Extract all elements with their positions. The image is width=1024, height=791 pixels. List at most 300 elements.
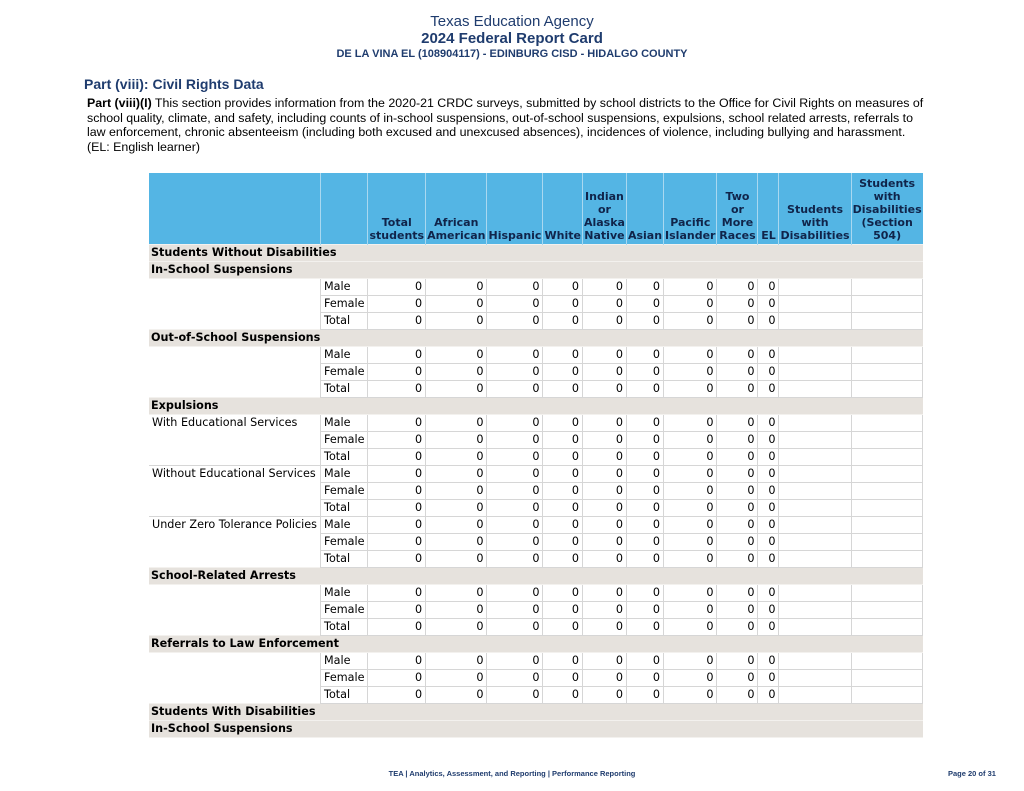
data-cell: 0 xyxy=(717,517,758,534)
column-header xyxy=(758,173,779,245)
column-header-line: Native xyxy=(584,229,625,242)
data-cell: 0 xyxy=(368,500,426,517)
data-cell: 0 xyxy=(758,534,779,551)
data-cell: 0 xyxy=(582,279,626,296)
data-cell: 0 xyxy=(758,364,779,381)
data-cell xyxy=(851,517,923,534)
data-cell: 0 xyxy=(626,602,663,619)
data-cell: 0 xyxy=(543,279,582,296)
data-cell: 0 xyxy=(664,517,717,534)
data-cell: 0 xyxy=(758,670,779,687)
row-sex-label: Male xyxy=(321,415,368,432)
data-cell: 0 xyxy=(426,381,487,398)
table-row xyxy=(149,381,923,398)
section-label: Students With Disabilities xyxy=(149,704,923,721)
section-title: Part (viii): Civil Rights Data xyxy=(84,76,264,92)
data-cell: 0 xyxy=(543,517,582,534)
data-cell: 0 xyxy=(368,279,426,296)
row-sex-label: Total xyxy=(321,449,368,466)
column-header-line: with xyxy=(873,190,901,203)
data-cell: 0 xyxy=(426,449,487,466)
data-cell: 0 xyxy=(487,551,543,568)
data-cell: 0 xyxy=(368,585,426,602)
data-cell: 0 xyxy=(664,619,717,636)
row-sex-label: Total xyxy=(321,619,368,636)
data-cell: 0 xyxy=(626,279,663,296)
data-cell: 0 xyxy=(426,687,487,704)
data-cell: 0 xyxy=(758,483,779,500)
data-cell: 0 xyxy=(426,517,487,534)
table-row xyxy=(149,449,923,466)
data-cell: 0 xyxy=(368,687,426,704)
row-group-label xyxy=(149,534,321,551)
data-cell: 0 xyxy=(487,653,543,670)
row-sex-label: Female xyxy=(321,534,368,551)
data-cell: 0 xyxy=(758,687,779,704)
table-row xyxy=(149,483,923,500)
data-cell xyxy=(851,347,923,364)
section-label: In-School Suspensions xyxy=(149,262,923,279)
column-header-line: Disabilities xyxy=(852,203,922,216)
data-cell: 0 xyxy=(368,296,426,313)
table-row xyxy=(149,296,923,313)
data-cell xyxy=(779,279,851,296)
column-header-line: or xyxy=(597,203,611,216)
data-cell: 0 xyxy=(626,364,663,381)
table-body xyxy=(149,245,923,738)
row-group-label: Under Zero Tolerance Policies xyxy=(149,517,321,534)
row-group-label xyxy=(149,602,321,619)
data-cell: 0 xyxy=(626,653,663,670)
data-cell xyxy=(851,381,923,398)
data-cell: 0 xyxy=(717,449,758,466)
data-cell: 0 xyxy=(717,670,758,687)
table-row xyxy=(149,687,923,704)
data-cell: 0 xyxy=(758,602,779,619)
data-cell: 0 xyxy=(664,602,717,619)
row-group-label xyxy=(149,279,321,296)
data-cell: 0 xyxy=(543,585,582,602)
header-label-col xyxy=(149,173,321,245)
row-group-label xyxy=(149,619,321,636)
data-cell xyxy=(851,670,923,687)
row-group-label xyxy=(149,670,321,687)
data-cell: 0 xyxy=(758,279,779,296)
data-cell xyxy=(779,619,851,636)
row-group-label: Without Educational Services xyxy=(149,466,321,483)
row-sex-label: Total xyxy=(321,381,368,398)
data-cell: 0 xyxy=(664,483,717,500)
data-cell: 0 xyxy=(487,381,543,398)
data-cell xyxy=(779,364,851,381)
data-cell: 0 xyxy=(426,619,487,636)
row-group-label xyxy=(149,347,321,364)
data-cell: 0 xyxy=(582,619,626,636)
row-group-label xyxy=(149,432,321,449)
table-row xyxy=(149,602,923,619)
intro-label: Part (viii)(I) xyxy=(87,96,152,110)
column-header xyxy=(582,173,626,245)
data-cell: 0 xyxy=(368,602,426,619)
data-cell xyxy=(851,449,923,466)
column-header xyxy=(626,173,663,245)
data-cell: 0 xyxy=(543,483,582,500)
data-cell xyxy=(779,585,851,602)
data-cell: 0 xyxy=(626,619,663,636)
column-header-line: Asian xyxy=(627,229,663,242)
row-sex-label: Male xyxy=(321,653,368,670)
data-cell: 0 xyxy=(487,415,543,432)
data-cell xyxy=(851,585,923,602)
data-cell: 0 xyxy=(582,381,626,398)
data-cell: 0 xyxy=(426,551,487,568)
data-cell: 0 xyxy=(543,415,582,432)
row-sex-label: Female xyxy=(321,602,368,619)
column-header xyxy=(664,173,717,245)
data-cell xyxy=(779,483,851,500)
table-row xyxy=(149,551,923,568)
data-cell xyxy=(851,313,923,330)
data-cell: 0 xyxy=(487,500,543,517)
data-cell xyxy=(779,534,851,551)
data-cell: 0 xyxy=(543,534,582,551)
column-header xyxy=(717,173,758,245)
data-cell xyxy=(851,602,923,619)
data-cell: 0 xyxy=(582,466,626,483)
data-cell: 0 xyxy=(426,500,487,517)
data-cell: 0 xyxy=(582,585,626,602)
agency-title: Texas Education Agency xyxy=(430,13,594,30)
table-row xyxy=(149,619,923,636)
data-cell: 0 xyxy=(368,313,426,330)
data-cell: 0 xyxy=(543,347,582,364)
data-cell: 0 xyxy=(717,483,758,500)
data-cell: 0 xyxy=(426,364,487,381)
table-row xyxy=(149,347,923,364)
data-cell: 0 xyxy=(368,347,426,364)
section-label: Students Without Disabilities xyxy=(149,245,923,262)
data-cell: 0 xyxy=(368,466,426,483)
data-cell: 0 xyxy=(626,687,663,704)
data-cell: 0 xyxy=(368,483,426,500)
data-cell: 0 xyxy=(758,432,779,449)
data-cell: 0 xyxy=(543,653,582,670)
data-cell: 0 xyxy=(626,534,663,551)
column-header-line: (Section xyxy=(861,216,913,229)
row-sex-label: Male xyxy=(321,466,368,483)
row-sex-label: Male xyxy=(321,517,368,534)
data-cell xyxy=(779,415,851,432)
data-cell: 0 xyxy=(626,449,663,466)
data-cell: 0 xyxy=(664,313,717,330)
table-row xyxy=(149,432,923,449)
data-cell: 0 xyxy=(426,602,487,619)
column-header-line: Islander xyxy=(665,229,716,242)
data-cell: 0 xyxy=(368,619,426,636)
data-cell: 0 xyxy=(543,296,582,313)
data-cell: 0 xyxy=(717,466,758,483)
data-cell: 0 xyxy=(758,449,779,466)
section-label: School-Related Arrests xyxy=(149,568,923,585)
table-row xyxy=(149,585,923,602)
data-cell xyxy=(779,313,851,330)
data-cell: 0 xyxy=(426,653,487,670)
table-row xyxy=(149,279,923,296)
data-cell: 0 xyxy=(664,466,717,483)
data-cell xyxy=(851,534,923,551)
table-row xyxy=(149,534,923,551)
column-header-line: students xyxy=(369,229,425,242)
data-cell: 0 xyxy=(664,653,717,670)
section-label: Referrals to Law Enforcement xyxy=(149,636,923,653)
row-sex-label: Female xyxy=(321,483,368,500)
data-cell: 0 xyxy=(664,296,717,313)
data-cell: 0 xyxy=(487,687,543,704)
column-header xyxy=(543,173,582,245)
data-cell: 0 xyxy=(758,381,779,398)
data-cell: 0 xyxy=(582,670,626,687)
data-cell: 0 xyxy=(626,585,663,602)
data-cell: 0 xyxy=(717,534,758,551)
row-sex-label: Total xyxy=(321,687,368,704)
data-cell: 0 xyxy=(368,551,426,568)
column-header-line: Races xyxy=(719,229,756,242)
data-cell: 0 xyxy=(582,602,626,619)
data-cell: 0 xyxy=(626,347,663,364)
data-cell: 0 xyxy=(758,296,779,313)
section-row xyxy=(149,704,923,721)
data-cell: 0 xyxy=(426,585,487,602)
data-cell xyxy=(779,449,851,466)
row-group-label xyxy=(149,500,321,517)
data-cell: 0 xyxy=(626,466,663,483)
civil-rights-table xyxy=(149,173,923,738)
data-cell: 0 xyxy=(426,347,487,364)
data-cell xyxy=(851,551,923,568)
data-cell: 0 xyxy=(543,670,582,687)
data-cell xyxy=(779,500,851,517)
data-cell: 0 xyxy=(664,381,717,398)
data-cell xyxy=(779,347,851,364)
data-cell: 0 xyxy=(582,364,626,381)
data-cell xyxy=(851,279,923,296)
campus-subtitle: DE LA VINA EL (108904117) - EDINBURG CISD - HIDALGO COUNTY xyxy=(336,48,688,60)
row-group-label xyxy=(149,449,321,466)
data-cell xyxy=(851,483,923,500)
column-header-line: with xyxy=(801,216,829,229)
data-cell: 0 xyxy=(543,500,582,517)
report-title: 2024 Federal Report Card xyxy=(421,30,603,47)
footer-source: TEA | Analytics, Assessment, and Reporting | Performance Reporting xyxy=(388,769,636,778)
data-cell: 0 xyxy=(582,432,626,449)
data-cell: 0 xyxy=(664,687,717,704)
data-cell: 0 xyxy=(758,415,779,432)
row-group-label xyxy=(149,381,321,398)
row-sex-label: Total xyxy=(321,500,368,517)
column-header-line: Students xyxy=(859,177,916,190)
data-cell xyxy=(779,296,851,313)
column-header-line: Total xyxy=(381,216,412,229)
data-cell: 0 xyxy=(626,670,663,687)
table-row xyxy=(149,466,923,483)
data-cell: 0 xyxy=(582,347,626,364)
data-cell: 0 xyxy=(664,279,717,296)
data-cell: 0 xyxy=(758,466,779,483)
section-row xyxy=(149,398,923,415)
row-group-label: With Educational Services xyxy=(149,415,321,432)
data-cell: 0 xyxy=(543,432,582,449)
data-cell: 0 xyxy=(368,364,426,381)
column-header-line: Two xyxy=(725,190,750,203)
row-group-label xyxy=(149,313,321,330)
data-cell: 0 xyxy=(487,347,543,364)
column-header-line: Pacific xyxy=(670,216,711,229)
data-cell: 0 xyxy=(758,619,779,636)
data-cell: 0 xyxy=(487,517,543,534)
table-row xyxy=(149,364,923,381)
row-group-label xyxy=(149,551,321,568)
data-cell: 0 xyxy=(626,313,663,330)
data-cell xyxy=(779,670,851,687)
column-header xyxy=(426,173,487,245)
data-cell: 0 xyxy=(664,551,717,568)
column-header xyxy=(779,173,851,245)
data-cell xyxy=(851,653,923,670)
column-header xyxy=(487,173,543,245)
data-cell: 0 xyxy=(426,296,487,313)
data-cell: 0 xyxy=(368,670,426,687)
section-row xyxy=(149,568,923,585)
data-cell xyxy=(851,364,923,381)
row-group-label xyxy=(149,296,321,313)
data-cell: 0 xyxy=(717,585,758,602)
data-cell xyxy=(779,432,851,449)
data-cell: 0 xyxy=(426,313,487,330)
data-cell: 0 xyxy=(543,466,582,483)
data-cell: 0 xyxy=(664,347,717,364)
data-cell: 0 xyxy=(717,313,758,330)
row-group-label xyxy=(149,364,321,381)
column-header-line: EL xyxy=(761,229,776,242)
section-row xyxy=(149,330,923,347)
data-cell: 0 xyxy=(368,534,426,551)
row-group-label xyxy=(149,653,321,670)
table-row xyxy=(149,653,923,670)
table-row xyxy=(149,500,923,517)
row-group-label xyxy=(149,483,321,500)
column-header-line: Indian xyxy=(585,190,624,203)
row-sex-label: Total xyxy=(321,551,368,568)
data-cell: 0 xyxy=(582,551,626,568)
data-cell: 0 xyxy=(758,347,779,364)
data-cell: 0 xyxy=(717,381,758,398)
data-cell: 0 xyxy=(717,364,758,381)
data-cell: 0 xyxy=(426,466,487,483)
data-cell: 0 xyxy=(426,279,487,296)
data-cell: 0 xyxy=(664,449,717,466)
data-cell: 0 xyxy=(368,653,426,670)
data-cell xyxy=(779,381,851,398)
row-sex-label: Male xyxy=(321,585,368,602)
data-cell xyxy=(779,602,851,619)
data-cell: 0 xyxy=(626,483,663,500)
table-row xyxy=(149,517,923,534)
data-cell: 0 xyxy=(717,500,758,517)
section-intro xyxy=(87,96,927,154)
data-cell: 0 xyxy=(626,517,663,534)
data-cell: 0 xyxy=(543,364,582,381)
data-cell: 0 xyxy=(487,466,543,483)
column-header-line: African xyxy=(434,216,479,229)
data-cell: 0 xyxy=(664,364,717,381)
data-cell: 0 xyxy=(582,500,626,517)
section-row xyxy=(149,721,923,738)
data-cell: 0 xyxy=(487,313,543,330)
data-cell: 0 xyxy=(664,500,717,517)
data-cell: 0 xyxy=(487,670,543,687)
data-cell: 0 xyxy=(758,551,779,568)
data-cell xyxy=(779,517,851,534)
table-row xyxy=(149,415,923,432)
section-label: Expulsions xyxy=(149,398,923,415)
data-cell: 0 xyxy=(717,432,758,449)
data-cell: 0 xyxy=(368,517,426,534)
data-cell: 0 xyxy=(543,619,582,636)
data-cell: 0 xyxy=(758,653,779,670)
data-cell: 0 xyxy=(664,534,717,551)
data-cell: 0 xyxy=(717,551,758,568)
header-sex-col xyxy=(321,173,368,245)
row-sex-label: Female xyxy=(321,432,368,449)
row-sex-label: Female xyxy=(321,670,368,687)
data-cell: 0 xyxy=(582,296,626,313)
data-cell: 0 xyxy=(717,347,758,364)
data-cell: 0 xyxy=(758,517,779,534)
data-cell: 0 xyxy=(487,534,543,551)
data-cell: 0 xyxy=(626,415,663,432)
data-cell: 0 xyxy=(368,381,426,398)
data-cell: 0 xyxy=(717,653,758,670)
column-header-line: More xyxy=(721,216,754,229)
data-cell: 0 xyxy=(664,415,717,432)
data-cell: 0 xyxy=(717,619,758,636)
data-cell: 0 xyxy=(543,551,582,568)
column-header-line: 504) xyxy=(873,229,902,242)
table-row xyxy=(149,313,923,330)
intro-text: This section provides information from the 2020-21 CRDC surveys, submitted by school districts to the Office for Civil Rights on measures of school quality, climate, and safety, including counts of in-school suspensions, out-of-school suspensions, expulsions, school related arrests, referrals to law enforcement, chronic absenteeism (including both excused and unexcused absences), incidences of violence, including bullying and harassment. (EL: English learner) xyxy=(87,96,924,154)
data-cell: 0 xyxy=(717,687,758,704)
data-cell: 0 xyxy=(368,415,426,432)
data-cell: 0 xyxy=(664,585,717,602)
data-cell xyxy=(851,432,923,449)
data-cell xyxy=(851,415,923,432)
data-cell: 0 xyxy=(582,687,626,704)
row-sex-label: Female xyxy=(321,296,368,313)
data-cell: 0 xyxy=(582,483,626,500)
data-cell: 0 xyxy=(487,602,543,619)
data-cell: 0 xyxy=(717,602,758,619)
data-cell: 0 xyxy=(426,483,487,500)
data-cell: 0 xyxy=(582,653,626,670)
data-cell xyxy=(851,296,923,313)
data-cell: 0 xyxy=(543,449,582,466)
table-header-row xyxy=(149,173,923,245)
row-sex-label: Male xyxy=(321,279,368,296)
data-cell: 0 xyxy=(626,381,663,398)
data-cell: 0 xyxy=(626,551,663,568)
data-cell: 0 xyxy=(426,415,487,432)
data-cell: 0 xyxy=(543,381,582,398)
